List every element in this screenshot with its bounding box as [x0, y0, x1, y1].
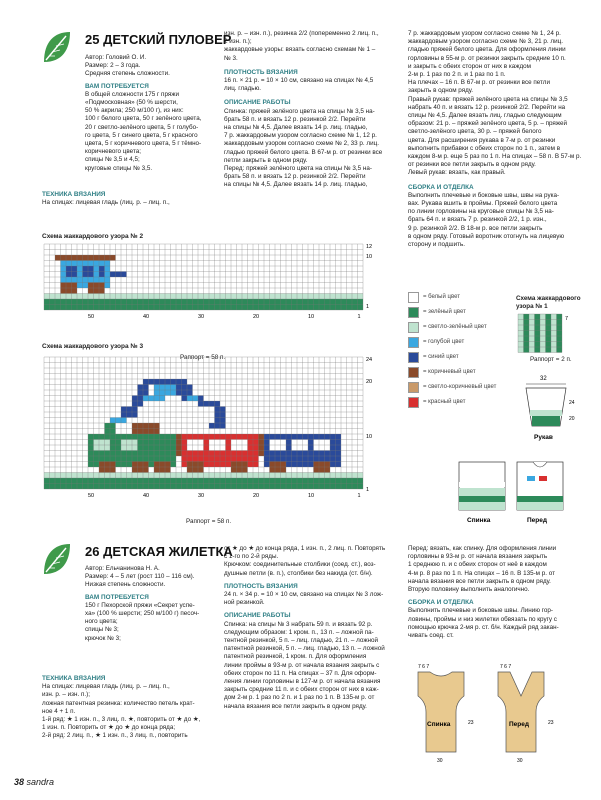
s25-work-line: жаккардовым узором согласно схеме № 2, 33 р. лиц. — [224, 140, 379, 148]
s26-tech-line: 2-й ряд: 2 лиц. п., ★ 1 изн. п., 3 лиц. п., повторить — [42, 732, 188, 740]
svg-text:23: 23 — [548, 720, 554, 726]
s26-tech-line: 1 изн. п. Повторить от ★ до ★ до конца ряда; — [42, 724, 176, 732]
s25-col3-line: от резинки все петли закрыть в одном ряду. — [408, 161, 536, 169]
s25-work-line: брать 58 п. и вязать 12 р. резинкой 2/2. Перейти — [224, 115, 366, 123]
s25-col3-line: спицы № 4,5. Далее вязать лиц. гладью следующим — [408, 112, 562, 120]
s25-need-line: цвета, 5 г коричневого цвета, 5 г тёмно- — [85, 140, 202, 148]
color-legend — [408, 290, 518, 410]
s25-density-line: лиц. гладью. — [224, 85, 262, 93]
s25-col3-line: На плечах – 16 п. В 67-м р. от резинки все петли — [408, 79, 550, 87]
s26-col1 — [85, 565, 220, 643]
sleeve-dim-top: 32 — [540, 376, 547, 382]
s25-col3-line: гладью пряжей белого цвета. Для оформления линии — [408, 46, 566, 54]
tick-label: 20 — [253, 314, 260, 320]
s25-col2-line: жаккардовые узоры: вязать согласно схемам № 1 – — [224, 46, 376, 54]
s25-author: Автор: Головий О. И. — [85, 54, 147, 61]
s26-tech-line: ложная патентная резинка: количество петель крат- — [42, 699, 195, 707]
tick-label: 7 — [565, 316, 569, 322]
s25-work-line: Перед: пряжей зелёного цвета на спицы № 3,5 на- — [224, 165, 372, 173]
s25-need-line: 20 г светло-зелёного цвета, 5 г голубо- — [85, 123, 199, 131]
s26-density-line: 24 п. × 34 р. = 10 × 10 см, связано на спицах № 3 лож- — [224, 591, 384, 599]
s25-col2-line: 2 изн. п.); — [224, 38, 252, 46]
s26-tech-line: ное 4 + 1 п. — [42, 707, 76, 715]
s25-tech-text: На спицах: лицевая гладь (лиц. р. – лиц. п., — [42, 199, 170, 207]
sleeve-label: Рукав — [534, 434, 553, 441]
svg-text:23: 23 — [468, 720, 474, 726]
scheme3-title: Схема жаккардового узора № 3 — [42, 343, 144, 350]
s25-need-title: ВАМ ПОТРЕБУЕТСЯ — [85, 82, 149, 90]
legend-swatch — [408, 367, 419, 378]
s26-tech-text — [42, 683, 222, 740]
page-footer — [14, 778, 54, 786]
s26-need-line: ного цвета; — [85, 618, 118, 626]
legend-label: = зелёный цвет — [423, 309, 466, 316]
tick-label: 12 — [366, 244, 373, 250]
leaf-icon — [42, 30, 72, 64]
s26-col3-line: горловины в 93-м р. от начала вязания закрыть — [408, 553, 548, 561]
s26-need-line: ха» (100 % шерсти; 250 м/100 г) песоч- — [85, 610, 200, 618]
tick-label: 40 — [143, 314, 150, 320]
s26-density — [224, 591, 402, 607]
scheme2-grid — [42, 242, 392, 322]
s26-col3-line: Перед: вязать, как спинку. Для оформления линии — [408, 545, 557, 552]
s25-col3-line: цвета. Для расширения рукава в 7-м р. от резинки — [408, 136, 556, 144]
s25-col3-line: образом: 21 р. – пряжей зелёного цвета, 5 р. – пряжей — [408, 120, 568, 128]
s26-work-line: дом 2-м р. 1 раз по 2 п. и 1 раз по 1 п. В 135-м р. от — [224, 694, 375, 702]
legend-item — [408, 365, 518, 380]
s25-col3-line: жаккардовым узором согласно схеме № 3, 21 р. лиц. — [408, 38, 563, 46]
s25-assembly-line: вах. Рукава вшить в проймы. Пряжей белого цвета — [408, 200, 558, 208]
s25-col3-line: каждом 8-м р. еще 5 раз по 1 п. На спицах – 58 п. В 57-м р. — [408, 153, 582, 161]
s25-col1 — [85, 54, 220, 173]
s26-col2 — [224, 545, 402, 711]
page-number: 38 — [14, 777, 25, 787]
legend-swatch — [408, 397, 419, 408]
vest-back-label: Спинка — [427, 721, 451, 728]
s26-col2-line: от ★ до ★ до конца ряда, 1 изн. п., 2 лиц. п. Повторять — [224, 545, 386, 552]
s25-assembly-line: сторону и подшить. — [408, 241, 466, 249]
vest-diagrams — [410, 662, 585, 767]
s26-author: Автор: Ельчанинова Н. А. — [85, 565, 160, 572]
pattern-cell — [55, 255, 116, 261]
pattern-cell — [110, 272, 127, 278]
s25-col3-line: закрыть в одном ряду. — [408, 87, 474, 95]
s26-density-line: ной резинкой. — [224, 599, 265, 607]
s26-work-line: линии проймы в 93-м р. от начала вязания закрыть с — [224, 661, 380, 669]
s25-need-line: 100 г белого цвета, 50 г зелёного цвета, — [85, 115, 202, 123]
legend-item — [408, 380, 518, 395]
s26-work-line: закрыть средние 11 п. и с обеих сторон от них в каж- — [224, 686, 379, 694]
svg-text:7 6 7: 7 6 7 — [418, 664, 430, 670]
tick-label: 20 — [253, 493, 260, 499]
s25-need-line: В общей сложности 175 г пряжи — [85, 90, 180, 98]
s26-assembly-line: ловины, проймы и низ жилетки обвязать по кругу с — [408, 615, 557, 623]
s25-assembly-title: СБОРКА И ОТДЕЛКА — [408, 183, 474, 191]
legend-label: = голубой цвет — [423, 339, 465, 346]
s25-size: Размер: 2 – 3 года. — [85, 62, 141, 70]
legend-label: = красный цвет — [423, 399, 466, 406]
s26-assembly-line: чивать соед. ст. — [408, 632, 454, 640]
section-title-26: 26 ДЕТСКАЯ ЖИЛЕТКА — [85, 544, 233, 559]
s26-col3-line: начала вязания все петли закрыть в одном ряду. — [408, 577, 551, 585]
s26-assembly-title: СБОРКА И ОТДЕЛКА — [408, 599, 474, 607]
s25-need-line: коричневого цвета; — [85, 148, 142, 156]
s26-need-line: крючок № 3; — [85, 634, 121, 642]
scheme3-grid — [42, 355, 392, 525]
legend-item — [408, 395, 518, 410]
legend-label: = светло-коричневый цвет — [423, 384, 497, 391]
s25-col3-line: 7 р. жаккардовым узором согласно схеме № 1, 24 р. — [408, 30, 561, 37]
tick-label: 10 — [308, 493, 315, 499]
pattern-cell — [209, 423, 226, 429]
svg-text:20: 20 — [569, 416, 575, 422]
back-label: Спинка — [467, 517, 491, 524]
s26-col2-line: с 1-го по 2-й ряды. — [224, 553, 279, 561]
legend-swatch — [408, 322, 419, 333]
s25-work-line: петли закрыть в одном ряду. — [224, 156, 308, 164]
leaf-icon-2 — [42, 542, 72, 576]
s25-col3-line: выполнить прибавки с обеих сторон по 1 п., затем в — [408, 144, 561, 152]
s26-assembly — [408, 607, 583, 640]
scheme2-rapport: Раппорт = 58 п. — [180, 354, 226, 361]
section-title-25: 25 ДЕТСКИЙ ПУЛОВЕР — [85, 32, 232, 47]
legend-item — [408, 320, 518, 335]
tick-label: 1 — [357, 493, 361, 499]
s26-col2-line: Крючком: соединительные столбики (соед. ст.), воз- — [224, 561, 376, 569]
legend-item — [408, 305, 518, 320]
tick-label: 30 — [198, 493, 205, 499]
s26-need-line: спицы № 3; — [85, 626, 119, 634]
s26-assembly-line: помощью крючка 2-мя р. ст. б/н. Каждый ряд закан- — [408, 623, 559, 631]
s25-col2-line: изн. р. – изн. п.), резинка 2/2 (попеременно 2 лиц. п., — [224, 30, 379, 37]
s25-col3-line: набрать 40 п. и вязать 12 р. резинкой 2/2. Перейти на — [408, 103, 566, 111]
s26-col3-text — [408, 545, 583, 594]
s25-tech — [42, 191, 222, 207]
scheme2-title: Схема жаккардового узора № 2 — [42, 233, 144, 240]
legend-item — [408, 290, 518, 305]
s26-assembly-line: Выполнить плечевые и боковые швы. Линию гор- — [408, 607, 553, 615]
s25-need-line: круговые спицы № 3,5. — [85, 164, 153, 172]
s26-work-line: обеих сторон по 11 п. На спицах – 37 п. Для оформ- — [224, 669, 377, 677]
s25-need-line: «Подмосковная» (50 % шерсти, — [85, 99, 178, 107]
s26-tech-line: 1-й ряд: ★ 1 изн. п., 3 лиц. п. ★, повторить от ★ до ★, — [42, 716, 201, 724]
back-front-diagrams — [455, 452, 585, 528]
s25-work — [224, 108, 402, 190]
svg-text:7 6 7: 7 6 7 — [500, 664, 512, 670]
s25-tech-title: ТЕХНИКА ВЯЗАНИЯ — [42, 191, 106, 198]
s25-col2-line: № 3. — [224, 54, 238, 62]
s26-col3-line: Вторую половину выполнить аналогично. — [408, 586, 530, 594]
s25-need-line: го цвета, 5 г синего цвета, 5 г красного — [85, 131, 198, 139]
tick-label: 50 — [88, 493, 95, 499]
scheme3-rapport: Раппорт = 58 п. — [186, 518, 232, 525]
s26-need-title: ВАМ ПОТРЕБУЕТСЯ — [85, 593, 149, 601]
s25-col3-line: Левый рукав: вязать, как правый. — [408, 169, 506, 177]
s25-work-line: брать 58 п. и вязать 12 р. резинкой 2/2. Перейти — [224, 173, 366, 181]
scheme1-title: Схема жаккардового узора № 1 — [516, 295, 581, 311]
s25-density-title: ПЛОТНОСТЬ ВЯЗАНИЯ — [224, 68, 298, 76]
legend-label: = белый цвет — [423, 294, 460, 301]
s26-work-line: патентной резинкой, 1 кром. п. Для оформления — [224, 653, 367, 661]
s26-work-line: тентной резинкой, 5 п. – лиц. гладью, 21 п. – ложной — [224, 637, 379, 645]
s25-col3-line: и закрыть с обеих сторон от них в каждом — [408, 62, 531, 70]
s26-difficulty: Низкая степень сложности. — [85, 581, 166, 589]
s25-col3-line: светло-зелёного цвета, 30 р. – пряжей белого — [408, 128, 542, 136]
s25-col3-line: горловины в 55-м р. от резинки закрыть средние 10 п. — [408, 54, 566, 62]
s26-need-line: 150 г Пехорской пряжи «Секрет успе- — [85, 601, 195, 609]
pattern-cell — [529, 314, 535, 353]
legend-swatch — [408, 352, 419, 363]
legend-swatch — [408, 292, 419, 303]
tick-label: 1 — [366, 487, 370, 493]
brand-name: sandra — [26, 777, 55, 787]
pattern-cell — [540, 314, 546, 353]
s26-col3 — [408, 545, 583, 640]
tick-label: 10 — [308, 314, 315, 320]
legend-swatch — [408, 337, 419, 348]
s26-tech-line: На спицах: лицевая гладь (лиц. р. – лиц. п., — [42, 683, 170, 691]
s26-work-line: следующим образом: 1 кром. п., 13 п. – ложной па- — [224, 628, 374, 636]
pattern-cell — [110, 418, 127, 424]
tick-label: 24 — [366, 357, 373, 363]
svg-text:24: 24 — [569, 400, 575, 406]
s25-need-line: спицы № 3,5 и 4,5; — [85, 156, 140, 164]
s25-work-line: 7 р. жаккардовым узором согласно схеме № 1, 12 р. — [224, 132, 377, 140]
tick-label: 10 — [366, 254, 373, 260]
legend-swatch — [408, 382, 419, 393]
s25-density — [224, 77, 402, 93]
s25-assembly-line: брать 64 п. и вязать 7 р. резинкой 2/2, 1 р. изн., — [408, 216, 547, 224]
s25-assembly-line: по линии горловины на круговые спицы № 3,5 на- — [408, 208, 554, 216]
s25-density-line: 16 п. × 21 р. = 10 × 10 см, связано на спицах № 4,5 — [224, 77, 374, 85]
s25-work-line: на спицы № 4,5. Далее вязать 14 р. лиц. гладью, — [224, 124, 368, 132]
pattern-cell — [551, 314, 557, 353]
s25-work-title: ОПИСАНИЕ РАБОТЫ — [224, 99, 291, 107]
tick-label: 30 — [198, 314, 205, 320]
s26-work-line: начала вязания все петли закрыть в одном ряду. — [224, 702, 367, 710]
legend-item — [408, 335, 518, 350]
s25-work-line: на спицы № 4,5. Далее вязать 14 р. лиц. гладью, — [224, 181, 368, 189]
s25-assembly-line: Выполнить плечевые и боковые швы, швы на рука- — [408, 191, 560, 199]
scheme1-grid — [516, 312, 586, 356]
s25-assembly — [408, 192, 583, 249]
pattern-cell — [518, 314, 524, 353]
s26-tech — [42, 675, 222, 741]
s26-col2-text — [224, 545, 402, 578]
s26-col3-line: 4-м р. 8 раз по 1 п. На спицах – 16 п. В 135-м р. от — [408, 569, 555, 577]
legend-label: = светло-зелёный цвет — [423, 324, 487, 331]
s26-density-title: ПЛОТНОСТЬ ВЯЗАНИЯ — [224, 582, 298, 590]
s26-tech-line: изн. р. – изн. п.); — [42, 691, 91, 699]
tick-label: 1 — [357, 314, 361, 320]
svg-text:30: 30 — [437, 758, 443, 764]
s25-col3-line: 2-м р. 1 раз по 2 п. и 1 раз по 1 п. — [408, 71, 506, 79]
s25-work-line: Спинка: пряжей зелёного цвета на спицы № 3,5 на- — [224, 107, 375, 115]
legend-label: = коричневый цвет — [423, 369, 476, 376]
legend-label: = синий цвет — [423, 354, 459, 361]
sleeve-diagram — [520, 372, 580, 444]
legend-item — [408, 350, 518, 365]
s25-difficulty: Средняя степень сложности. — [85, 70, 170, 78]
tick-label: 50 — [88, 314, 95, 320]
s25-col2-text — [224, 30, 402, 63]
tick-label: 20 — [366, 379, 373, 385]
s26-work — [224, 621, 402, 711]
scheme1-rapport: Раппорт = 2 п. — [530, 356, 572, 363]
s26-work-line: ления линии горловины в 127-м р. от начала вязания — [224, 678, 381, 686]
s25-col3-line: Правый рукав: пряжей зелёного цвета на спицы № 3,5 — [408, 95, 568, 103]
tick-label: 40 — [143, 493, 150, 499]
s26-col2-line: душные петли (в. п.), столбики без накида (ст. б/н). — [224, 569, 373, 577]
vest-front-label: Перед — [509, 721, 529, 728]
front-label: Перед — [527, 517, 547, 524]
s26-work-line: Спинка: на спицы № 3 набрать 59 п. и вязать 92 р. — [224, 620, 373, 628]
s26-size: Размер: 4 – 5 лет (рост 110 – 116 см). — [85, 573, 195, 581]
s25-col3 — [408, 30, 583, 249]
s25-work-line: гладью пряжей белого цвета. В 67-м р. от резинки все — [224, 148, 383, 156]
s26-work-line: патентной резинкой, 5 п. – лиц. гладью, 13 п. – ложной — [224, 645, 385, 653]
tick-label: 1 — [366, 304, 370, 310]
legend-swatch — [408, 307, 419, 318]
s25-col3-text — [408, 30, 583, 178]
s25-need-list — [85, 91, 220, 173]
s25-need-line: 50 % акрила; 250 м/100 г), из них: — [85, 107, 184, 115]
s26-work-title: ОПИСАНИЕ РАБОТЫ — [224, 612, 291, 620]
svg-text:30: 30 — [517, 758, 523, 764]
tick-label: 10 — [366, 434, 373, 440]
s25-assembly-line: 9 р. резинкой 2/2. В 18-м р. все петли закрыть — [408, 224, 543, 232]
s26-tech-title: ТЕХНИКА ВЯЗАНИЯ — [42, 675, 106, 682]
s25-col2 — [224, 30, 402, 190]
s26-col3-line: 1 среднюю п. и с обеих сторон от неё в каждом — [408, 561, 547, 569]
s25-assembly-line: в одном ряду. Готовый воротник отогнуть на лицевую — [408, 232, 565, 240]
s26-need-list — [85, 602, 220, 643]
